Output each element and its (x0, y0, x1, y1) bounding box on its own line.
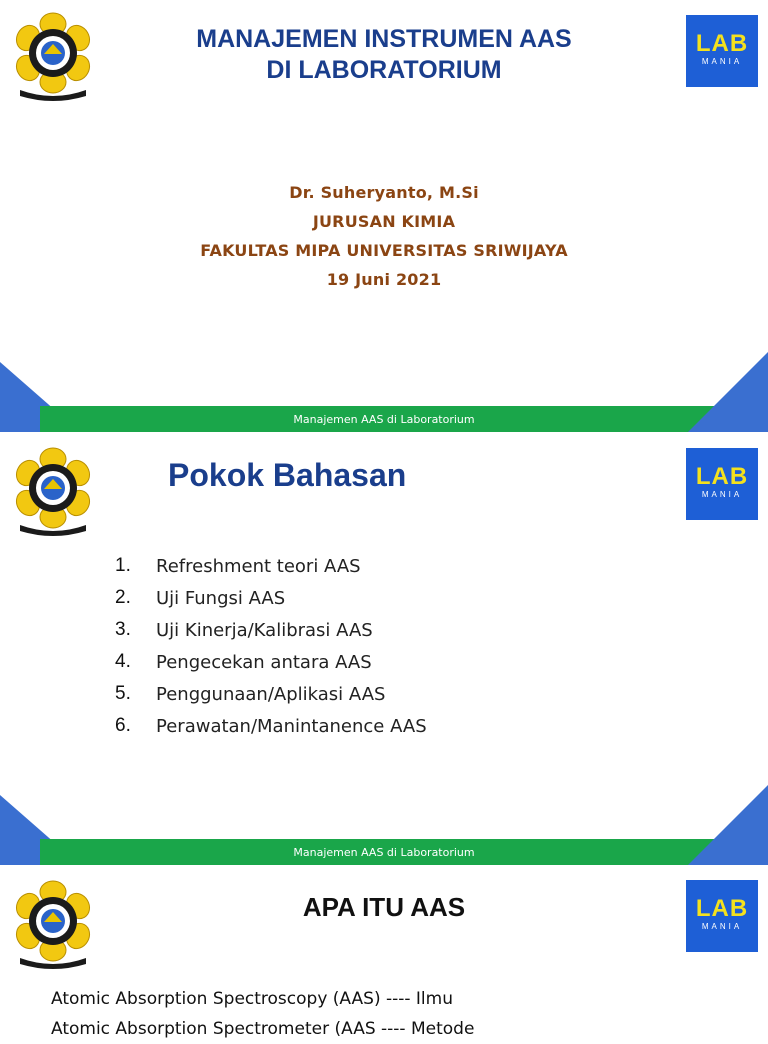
lab-logo-word: LAB (695, 30, 749, 57)
university-emblem-icon (12, 445, 94, 535)
section-title: APA ITU AAS (302, 892, 466, 922)
slide-footer (0, 839, 768, 865)
definition-line-2: Atomic Absorption Spectrometer (AAS ---- Metode (51, 1019, 475, 1039)
list-item (115, 614, 427, 646)
footer-triangle-right-icon (688, 352, 768, 432)
lab-logo-word: LAB (695, 463, 749, 490)
list-item-number: 4. (115, 651, 131, 672)
list-item-number: 6. (115, 715, 131, 736)
list-item-text: Uji Kinerja/Kalibrasi AAS (156, 619, 373, 641)
department: JURUSAN KIMIA (312, 212, 456, 231)
list-item (115, 646, 427, 678)
slide-title (0, 0, 768, 432)
university-emblem-icon (12, 878, 94, 968)
slide-outline (0, 433, 768, 865)
lab-mania-logo (686, 880, 758, 952)
list-item (115, 710, 427, 742)
footer-text: Manajemen AAS di Laboratorium (293, 846, 475, 859)
university-logo (12, 445, 94, 535)
university-emblem-icon (12, 10, 94, 100)
university-logo (12, 878, 94, 968)
definition-line-1: Atomic Absorption Spectroscopy (AAS) ---- Ilmu (51, 989, 453, 1009)
footer-triangle-right-icon (688, 785, 768, 865)
outline-title: Pokok Bahasan (168, 457, 407, 493)
university-logo (12, 10, 94, 100)
list-item-text: Uji Fungsi AAS (156, 587, 286, 609)
slide-what-is-aas (0, 866, 768, 1039)
list-item-number: 5. (115, 683, 131, 704)
author-block (100, 178, 668, 294)
list-item (115, 582, 427, 614)
list-item-text: Refreshment teori AAS (156, 555, 361, 577)
list-item-number: 2. (115, 587, 131, 608)
lab-logo-sub: MANIA (701, 57, 743, 66)
presentation-date: 19 Juni 2021 (326, 270, 442, 289)
list-item-number: 3. (115, 619, 131, 640)
list-item-text: Penggunaan/Aplikasi AAS (156, 683, 386, 705)
lab-logo-sub: MANIA (701, 922, 743, 931)
list-item-text: Pengecekan antara AAS (156, 651, 372, 673)
author-name: Dr. Suheryanto, M.Si (289, 183, 479, 202)
footer-text: Manajemen AAS di Laboratorium (293, 413, 475, 426)
title-line-1: MANAJEMEN INSTRUMEN AAS (196, 25, 572, 53)
faculty: FAKULTAS MIPA UNIVERSITAS SRIWIJAYA (200, 241, 568, 260)
list-item (115, 678, 427, 710)
list-item (115, 550, 427, 582)
outline-list (115, 550, 427, 742)
title-line-2: DI LABORATORIUM (266, 56, 502, 84)
list-item-number: 1. (115, 555, 131, 576)
lab-logo-word: LAB (695, 895, 749, 922)
presentation-title (120, 24, 648, 86)
lab-mania-logo (686, 448, 758, 520)
lab-mania-logo (686, 15, 758, 87)
list-item-text: Perawatan/Manintanence AAS (156, 715, 427, 737)
definition-text (51, 984, 474, 1044)
slide-footer (0, 406, 768, 432)
lab-logo-sub: MANIA (701, 490, 743, 499)
